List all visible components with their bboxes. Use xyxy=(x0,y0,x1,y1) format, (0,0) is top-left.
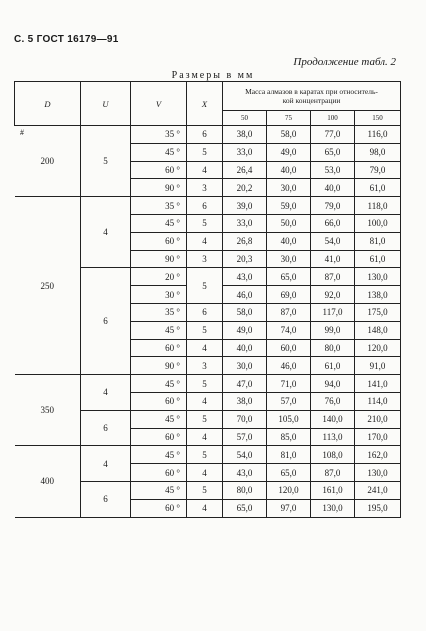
cell-v: 60 ° xyxy=(131,499,187,517)
cell-mass: 79,0 xyxy=(355,161,401,179)
cell-d: 200 xyxy=(15,126,81,197)
cell-mass: 161,0 xyxy=(311,481,355,499)
cell-v: 45 ° xyxy=(131,214,187,232)
cell-mass: 76,0 xyxy=(311,392,355,410)
cell-x: 5 xyxy=(187,214,223,232)
cell-mass: 43,0 xyxy=(223,464,267,482)
cell-mass: 40,0 xyxy=(267,232,311,250)
cell-mass: 141,0 xyxy=(355,375,401,393)
cell-v: 60 ° xyxy=(131,161,187,179)
table-body xyxy=(15,126,401,518)
cell-mass: 117,0 xyxy=(311,303,355,321)
cell-x: 3 xyxy=(187,250,223,268)
table-row xyxy=(15,126,401,144)
cell-mass: 58,0 xyxy=(223,303,267,321)
cell-mass: 91,0 xyxy=(355,357,401,375)
cell-mass: 43,0 xyxy=(223,268,267,286)
cell-mass: 92,0 xyxy=(311,286,355,304)
cell-mass: 54,0 xyxy=(223,446,267,464)
cell-mass: 47,0 xyxy=(223,375,267,393)
cell-x: 5 xyxy=(187,410,223,428)
cell-mass: 97,0 xyxy=(267,499,311,517)
cell-mass: 49,0 xyxy=(267,143,311,161)
cell-u: 4 xyxy=(81,446,131,482)
cell-mass: 195,0 xyxy=(355,499,401,517)
cell-x: 4 xyxy=(187,464,223,482)
cell-mass: 85,0 xyxy=(267,428,311,446)
cell-mass: 20,2 xyxy=(223,179,267,197)
cell-mass: 60,0 xyxy=(267,339,311,357)
cell-v: 30 ° xyxy=(131,286,187,304)
table-row xyxy=(15,446,401,464)
cell-mass: 33,0 xyxy=(223,214,267,232)
cell-mass: 26,4 xyxy=(223,161,267,179)
cell-mass: 140,0 xyxy=(311,410,355,428)
cell-d: 350 xyxy=(15,375,81,446)
cell-mass: 130,0 xyxy=(355,268,401,286)
cell-mass: 114,0 xyxy=(355,392,401,410)
cell-mass: 175,0 xyxy=(355,303,401,321)
cell-mass: 138,0 xyxy=(355,286,401,304)
cell-mass: 38,0 xyxy=(223,392,267,410)
cell-mass: 30,0 xyxy=(267,250,311,268)
cell-mass: 94,0 xyxy=(311,375,355,393)
cell-mass: 39,0 xyxy=(223,197,267,215)
cell-v: 45 ° xyxy=(131,410,187,428)
cell-mass: 61,0 xyxy=(355,250,401,268)
cell-v: 60 ° xyxy=(131,428,187,446)
cell-x: 4 xyxy=(187,428,223,446)
cell-x: 6 xyxy=(187,197,223,215)
col-header-x: X xyxy=(187,82,223,126)
cell-mass: 120,0 xyxy=(355,339,401,357)
cell-mass: 40,0 xyxy=(223,339,267,357)
cell-v: 60 ° xyxy=(131,232,187,250)
cell-mass: 170,0 xyxy=(355,428,401,446)
cell-mass: 61,0 xyxy=(311,357,355,375)
cell-mass: 100,0 xyxy=(355,214,401,232)
cell-mass: 80,0 xyxy=(311,339,355,357)
cell-x: 6 xyxy=(187,126,223,144)
col-header-conc-75: 75 xyxy=(267,111,311,126)
cell-x: 4 xyxy=(187,161,223,179)
cell-v: 35 ° xyxy=(131,126,187,144)
table-row xyxy=(15,197,401,215)
cell-mass: 130,0 xyxy=(355,464,401,482)
table-row xyxy=(15,375,401,393)
cell-u: 6 xyxy=(81,481,131,517)
col-header-u: U xyxy=(81,82,131,126)
cell-mass: 87,0 xyxy=(311,464,355,482)
cell-v: 35 ° xyxy=(131,197,187,215)
units-caption: Размеры в мм xyxy=(171,70,255,81)
cell-x: 5 xyxy=(187,481,223,499)
cell-x: 5 xyxy=(187,268,223,304)
cell-x: 4 xyxy=(187,392,223,410)
cell-d: 400 xyxy=(15,446,81,517)
cell-v: 45 ° xyxy=(131,321,187,339)
cell-mass: 65,0 xyxy=(267,464,311,482)
cell-mass: 108,0 xyxy=(311,446,355,464)
page-header: С. 5 ГОСТ 16179—91 xyxy=(14,34,119,45)
cell-mass: 46,0 xyxy=(223,286,267,304)
cell-mass: 81,0 xyxy=(355,232,401,250)
cell-mass: 116,0 xyxy=(355,126,401,144)
cell-mass: 53,0 xyxy=(311,161,355,179)
cell-x: 5 xyxy=(187,446,223,464)
table-continuation-label: Продолжение табл. 2 xyxy=(293,56,396,68)
cell-mass: 26,8 xyxy=(223,232,267,250)
cell-v: 45 ° xyxy=(131,446,187,464)
cell-x: 4 xyxy=(187,339,223,357)
cell-mass: 58,0 xyxy=(267,126,311,144)
cell-u: 4 xyxy=(81,197,131,268)
cell-mass: 65,0 xyxy=(311,143,355,161)
cell-x: 4 xyxy=(187,232,223,250)
cell-mass: 65,0 xyxy=(223,499,267,517)
cell-v: 35 ° xyxy=(131,303,187,321)
cell-mass: 162,0 xyxy=(355,446,401,464)
cell-mass: 57,0 xyxy=(267,392,311,410)
cell-mass: 99,0 xyxy=(311,321,355,339)
cell-u: 4 xyxy=(81,375,131,411)
cell-mass: 61,0 xyxy=(355,179,401,197)
cell-mass: 77,0 xyxy=(311,126,355,144)
cell-mass: 118,0 xyxy=(355,197,401,215)
cell-mass: 105,0 xyxy=(267,410,311,428)
cell-v: 45 ° xyxy=(131,143,187,161)
cell-mass: 113,0 xyxy=(311,428,355,446)
cell-mass: 79,0 xyxy=(311,197,355,215)
margin-mark: # xyxy=(20,128,24,137)
col-header-mass: Масса алмазов в каратах при относитель- кой концентрации xyxy=(223,82,401,111)
cell-mass: 120,0 xyxy=(267,481,311,499)
cell-mass: 30,0 xyxy=(267,179,311,197)
cell-x: 3 xyxy=(187,179,223,197)
cell-v: 60 ° xyxy=(131,392,187,410)
cell-mass: 87,0 xyxy=(267,303,311,321)
cell-v: 60 ° xyxy=(131,339,187,357)
cell-mass: 130,0 xyxy=(311,499,355,517)
cell-mass: 74,0 xyxy=(267,321,311,339)
cell-x: 3 xyxy=(187,357,223,375)
cell-mass: 59,0 xyxy=(267,197,311,215)
cell-v: 45 ° xyxy=(131,481,187,499)
cell-mass: 57,0 xyxy=(223,428,267,446)
col-header-v: V xyxy=(131,82,187,126)
cell-mass: 46,0 xyxy=(267,357,311,375)
cell-mass: 50,0 xyxy=(267,214,311,232)
cell-d: 250 xyxy=(15,197,81,375)
col-header-conc-150: 150 xyxy=(355,111,401,126)
cell-mass: 81,0 xyxy=(267,446,311,464)
cell-mass: 148,0 xyxy=(355,321,401,339)
col-header-conc-100: 100 xyxy=(311,111,355,126)
cell-x: 5 xyxy=(187,143,223,161)
cell-mass: 49,0 xyxy=(223,321,267,339)
cell-x: 6 xyxy=(187,303,223,321)
cell-mass: 65,0 xyxy=(267,268,311,286)
cell-x: 4 xyxy=(187,499,223,517)
cell-mass: 80,0 xyxy=(223,481,267,499)
col-header-conc-50: 50 xyxy=(223,111,267,126)
cell-mass: 210,0 xyxy=(355,410,401,428)
cell-mass: 40,0 xyxy=(267,161,311,179)
cell-mass: 33,0 xyxy=(223,143,267,161)
cell-mass: 20,3 xyxy=(223,250,267,268)
cell-x: 5 xyxy=(187,375,223,393)
cell-v: 90 ° xyxy=(131,179,187,197)
cell-mass: 30,0 xyxy=(223,357,267,375)
dimensions-table xyxy=(14,81,401,518)
cell-u: 5 xyxy=(81,126,131,197)
cell-mass: 98,0 xyxy=(355,143,401,161)
cell-u: 6 xyxy=(81,268,131,375)
cell-u: 6 xyxy=(81,410,131,446)
cell-v: 20 ° xyxy=(131,268,187,286)
cell-x: 5 xyxy=(187,321,223,339)
col-header-d: D xyxy=(15,82,81,126)
cell-mass: 66,0 xyxy=(311,214,355,232)
cell-mass: 70,0 xyxy=(223,410,267,428)
cell-mass: 41,0 xyxy=(311,250,355,268)
cell-mass: 241,0 xyxy=(355,481,401,499)
cell-v: 45 ° xyxy=(131,375,187,393)
cell-mass: 54,0 xyxy=(311,232,355,250)
cell-v: 60 ° xyxy=(131,464,187,482)
cell-mass: 69,0 xyxy=(267,286,311,304)
cell-mass: 38,0 xyxy=(223,126,267,144)
cell-mass: 87,0 xyxy=(311,268,355,286)
cell-mass: 40,0 xyxy=(311,179,355,197)
cell-v: 90 ° xyxy=(131,250,187,268)
cell-mass: 71,0 xyxy=(267,375,311,393)
cell-v: 90 ° xyxy=(131,357,187,375)
